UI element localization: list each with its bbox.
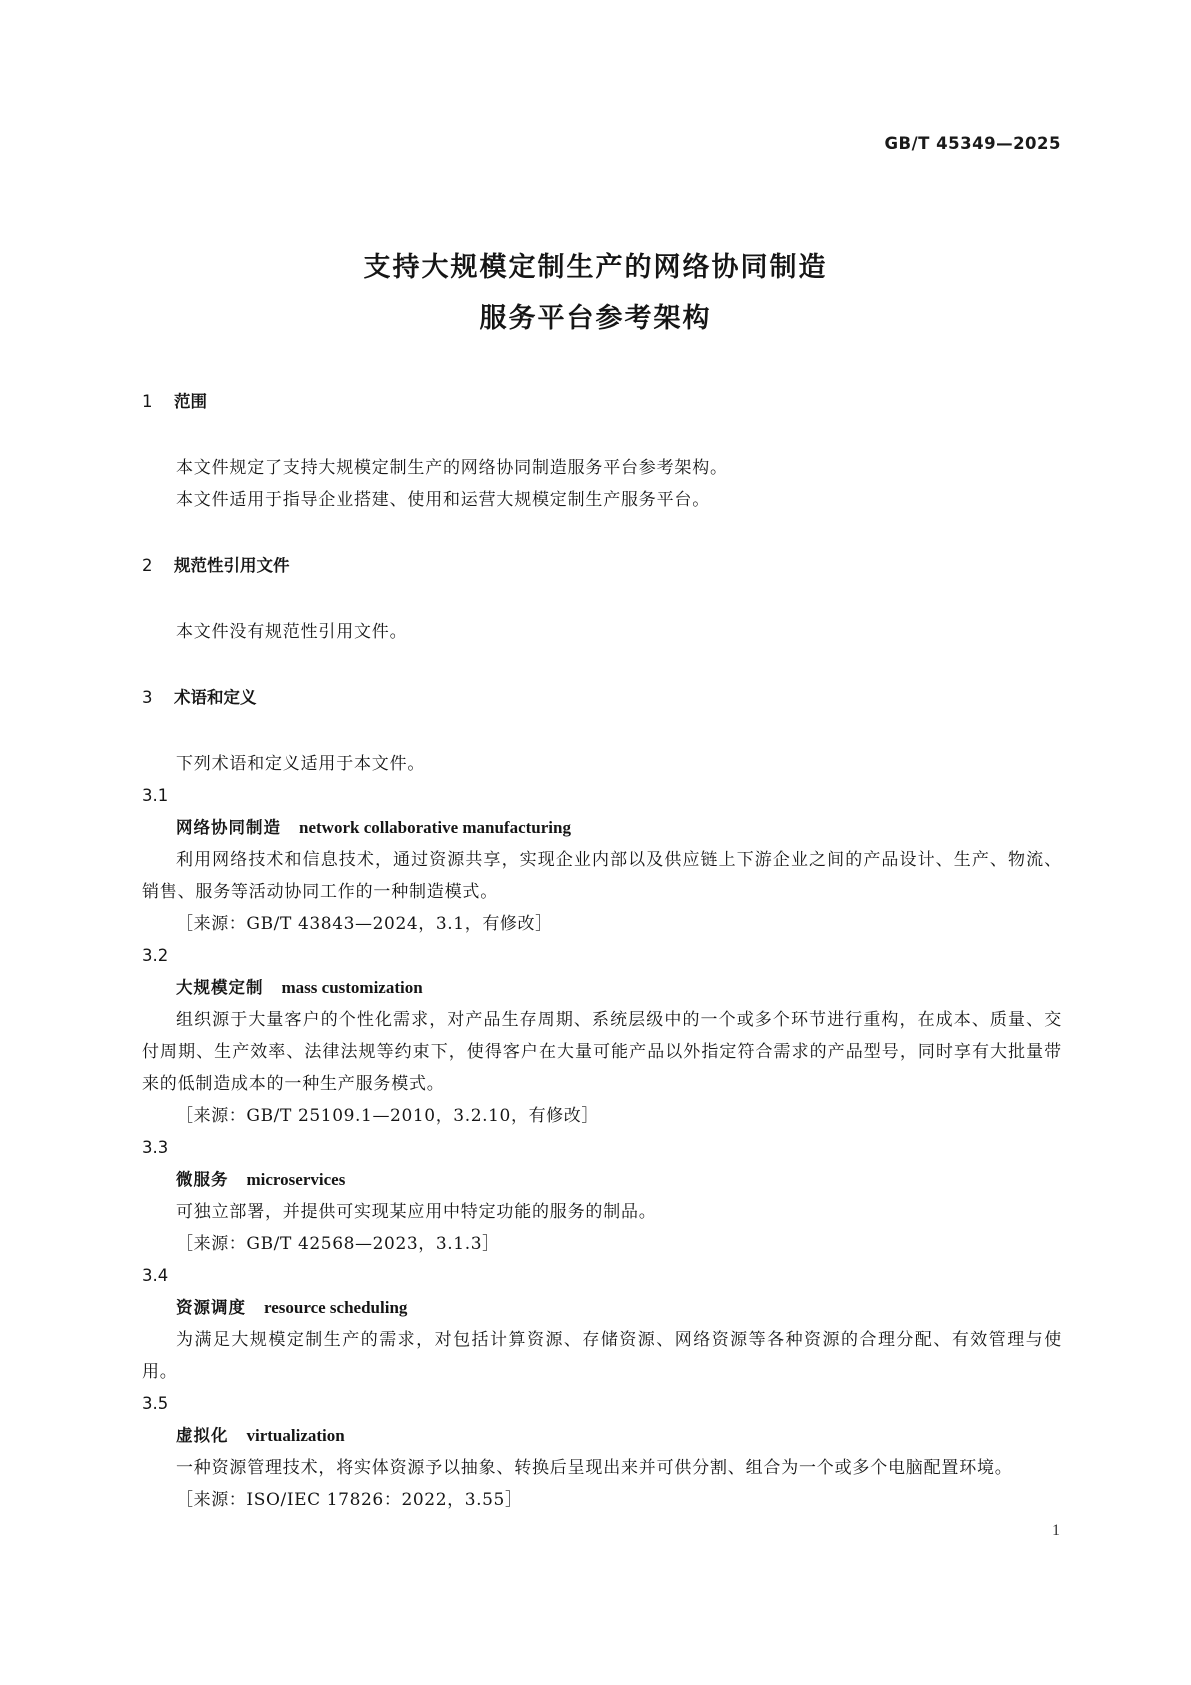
term-source: ［来源：GB/T 25109.1—2010，3.2.10，有修改］ <box>176 1106 599 1126</box>
section-3-heading <box>142 682 1062 714</box>
section-number: 1 <box>142 392 153 411</box>
section-title: 术语和定义 <box>174 688 257 707</box>
term-english: resource scheduling <box>264 1298 408 1317</box>
section-1-heading <box>142 386 1062 418</box>
term-entry <box>142 972 1062 1004</box>
page-number: 1 <box>1052 1522 1060 1539</box>
term-chinese: 网络协同制造 <box>176 818 281 837</box>
section-number: 2 <box>142 556 153 575</box>
term-entry <box>142 1292 1062 1324</box>
term-number: 3.5 <box>142 1394 169 1413</box>
term-number: 3.4 <box>142 1266 169 1285</box>
title-line-2: 服务平台参考架构 <box>479 303 712 334</box>
term-english: virtualization <box>246 1426 345 1445</box>
term-chinese: 资源调度 <box>176 1298 246 1317</box>
term-number: 3.3 <box>142 1138 169 1157</box>
term-definition: 利用网络技术和信息技术，通过资源共享，实现企业内部以及供应链上下游企业之间的产品设计、生产、物流、销售、服务等活动协同工作的一种制造模式。 <box>142 850 1062 902</box>
paragraph: 本文件没有规范性引用文件。 <box>176 622 408 642</box>
term-definition: 可独立部署，并提供可实现某应用中特定功能的服务的制品。 <box>176 1202 657 1222</box>
section-title: 范围 <box>174 392 207 411</box>
paragraph: 本文件规定了支持大规模定制生产的网络协同制造服务平台参考架构。 <box>176 458 728 478</box>
term-english: network collaborative manufacturing <box>299 818 571 837</box>
paragraph: 下列术语和定义适用于本文件。 <box>176 754 426 774</box>
term-entry <box>142 1420 1062 1452</box>
section-number: 3 <box>142 688 153 707</box>
term-entry <box>142 1164 1062 1196</box>
term-definition: 为满足大规模定制生产的需求，对包括计算资源、存储资源、网络资源等各种资源的合理分配、有效管理与使用。 <box>142 1330 1062 1382</box>
standard-code: GB/T 45349—2025 <box>884 134 1061 153</box>
term-entry <box>142 812 1062 844</box>
term-definition: 组织源于大量客户的个性化需求，对产品生存周期、系统层级中的一个或多个环节进行重构，在成本、质量、交付周期、生产效率、法律法规等约束下，使得客户在大量可能产品以外指定符合需求的产品型号，同时享有大批量带来的低制造成本的一种生产服务模式。 <box>142 1010 1062 1094</box>
paragraph: 本文件适用于指导企业搭建、使用和运营大规模定制生产服务平台。 <box>176 490 710 510</box>
term-number: 3.2 <box>142 946 169 965</box>
section-2-heading <box>142 550 1062 582</box>
term-number: 3.1 <box>142 786 169 805</box>
title-line-1: 支持大规模定制生产的网络协同制造 <box>363 252 828 283</box>
term-source: ［来源：ISO/IEC 17826：2022，3.55］ <box>176 1490 523 1510</box>
term-english: mass customization <box>281 978 423 997</box>
section-title: 规范性引用文件 <box>174 556 290 575</box>
term-source: ［来源：GB/T 42568—2023，3.1.3］ <box>176 1234 500 1254</box>
term-english: microservices <box>246 1170 346 1189</box>
term-chinese: 大规模定制 <box>176 978 264 997</box>
document-title <box>0 242 1191 344</box>
term-definition: 一种资源管理技术，将实体资源予以抽象、转换后呈现出来并可供分割、组合为一个或多个电脑配置环境。 <box>176 1458 1013 1478</box>
term-chinese: 虚拟化 <box>176 1426 229 1445</box>
term-chinese: 微服务 <box>176 1170 229 1189</box>
term-source: ［来源：GB/T 43843—2024，3.1，有修改］ <box>176 914 553 934</box>
document-body <box>142 386 1062 1516</box>
